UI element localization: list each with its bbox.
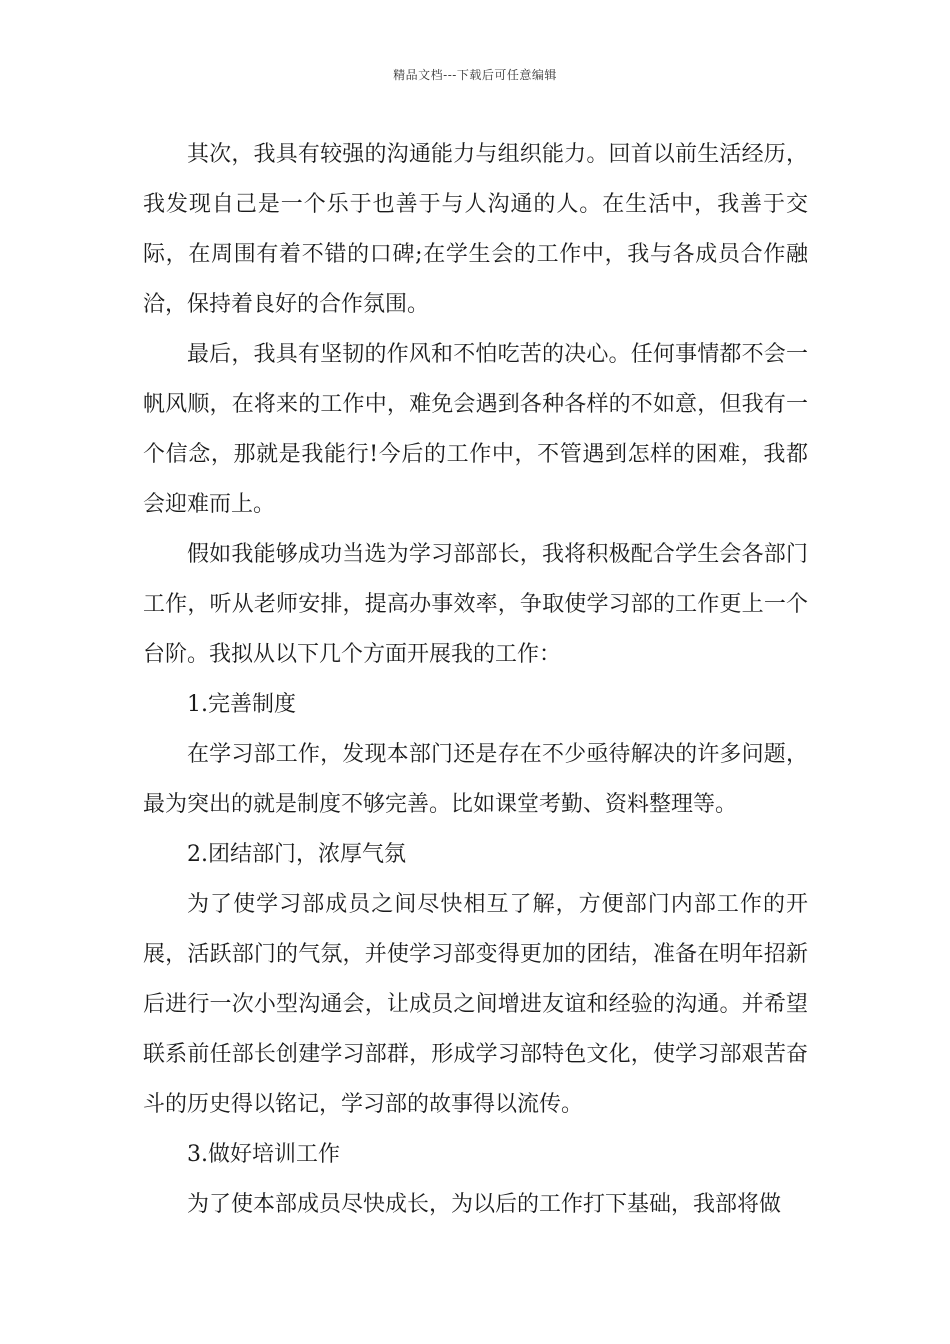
document-body <box>143 130 808 1230</box>
section-heading-3: 3.做好培训工作 <box>187 1142 340 1167</box>
paragraph-training: 为了使本部成员尽快成长，为以后的工作打下基础，我部将做 <box>187 1192 782 1217</box>
paragraph-system: 在学习部工作，发现本部门还是存在不少亟待解决的许多问题，最为突出的就是制度不够完善。比如课堂考勤、资料整理等。 <box>143 742 808 817</box>
paragraph-unity: 为了使学习部成员之间尽快相互了解，方便部门内部工作的开展，活跃部门的气氛，并使学习部变得更加的团结，准备在明年招新后进行一次小型沟通会，让成员之间增进友谊和经验的沟通。并希望联系前任部长创建学习部群，形成学习部特色文化，使学习部艰苦奋斗的历史得以铭记，学习部的故事得以流传。 <box>143 892 808 1117</box>
paragraph-communication: 其次，我具有较强的沟通能力与组织能力。回首以前生活经历，我发现自己是一个乐于也善于与人沟通的人。在生活中，我善于交际，在周围有着不错的口碑;在学生会的工作中，我与各成员合作融洽，保持着良好的合作氛围。 <box>143 142 808 317</box>
paragraph-plan: 假如我能够成功当选为学习部部长，我将积极配合学生会各部门工作，听从老师安排，提高办事效率，争取使学习部的工作更上一个台阶。我拟从以下几个方面开展我的工作： <box>143 542 808 667</box>
paragraph-perseverance: 最后，我具有坚韧的作风和不怕吃苦的决心。任何事情都不会一帆风顺，在将来的工作中，难免会遇到各种各样的不如意，但我有一个信念，那就是我能行!今后的工作中，不管遇到怎样的困难，我都会迎难而上。 <box>143 342 808 517</box>
page-header: 精品文档---下载后可任意编辑 <box>393 68 557 82</box>
section-heading-1: 1.完善制度 <box>187 692 296 717</box>
section-heading-2: 2.团结部门，浓厚气氛 <box>187 842 406 867</box>
